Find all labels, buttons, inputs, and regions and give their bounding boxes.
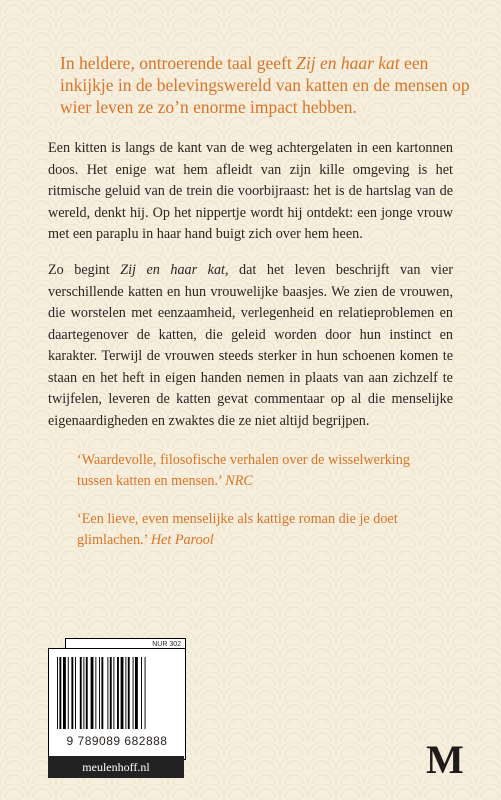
quote-1-source: NRC — [225, 473, 253, 489]
publisher-logo: M — [426, 737, 464, 782]
review-quote-1 — [77, 450, 437, 492]
barcode — [48, 648, 186, 760]
paragraph-1: Een kitten is langs de kant van de weg achtergelaten in een kartonnen doos. Het enige wat hem afleidt van zijn kille omgeving is het ritmische geluid van de trein die voorbijraast: het is de hartslag van de wereld, denkt hij. Op het nippertje wordt hij ontdekt: een jonge vrouw met een paraplu in haar hand buigt zich over hem heen. — [48, 140, 453, 242]
publisher-website: meulenhoff.nl — [48, 756, 184, 778]
paragraph-2-text-1: Zo begint — [48, 262, 121, 278]
nur-label: NUR 302 — [65, 638, 186, 649]
quote-2-source: Het Parool — [150, 532, 214, 548]
quote-2-text: ‘Een lieve, even menselijke als kattige roman die je doet glimlachen.’ — [77, 511, 398, 548]
barcode-bars — [57, 657, 175, 729]
paragraph-2 — [48, 260, 453, 432]
intro-blurb — [60, 52, 480, 118]
intro-text-2: een inkijkje in de belevingswereld van katten en de mensen op wier leven ze zo’n enorme impact hebben. — [60, 53, 470, 117]
isbn-number: 9 789089 682888 — [66, 734, 168, 748]
paragraph-2-text-2: , dat het leven beschrijft van vier verschillende katten en hun vrouwelijke baasjes. We zien de vrouwen, die worstelen met eenzaamheid, verlegenheid en relatieproblemen en daartegenover de katten, die geleid worden door hun instinct en karakter. Terwijl de vrouwen steeds sterker in hun schoenen komen te staan en het heft in eigen handen nemen in plaats van aan zichzelf te twijfelen, leveren de katten gevat commentaar op al die menselijke eigenaardigheden en zwaktes die ze niet altijd begrijpen. — [48, 262, 453, 429]
intro-book-title: Zij en haar kat — [296, 53, 400, 73]
paragraph-2-book-title: Zij en haar kat — [120, 262, 225, 278]
intro-text-1: In heldere, ontroerende taal geeft — [60, 53, 297, 73]
quote-1-text: ‘Waardevolle, filosofische verhalen over de wisselwerking tussen katten en mensen.’ — [77, 452, 410, 489]
review-quote-2 — [77, 509, 437, 551]
